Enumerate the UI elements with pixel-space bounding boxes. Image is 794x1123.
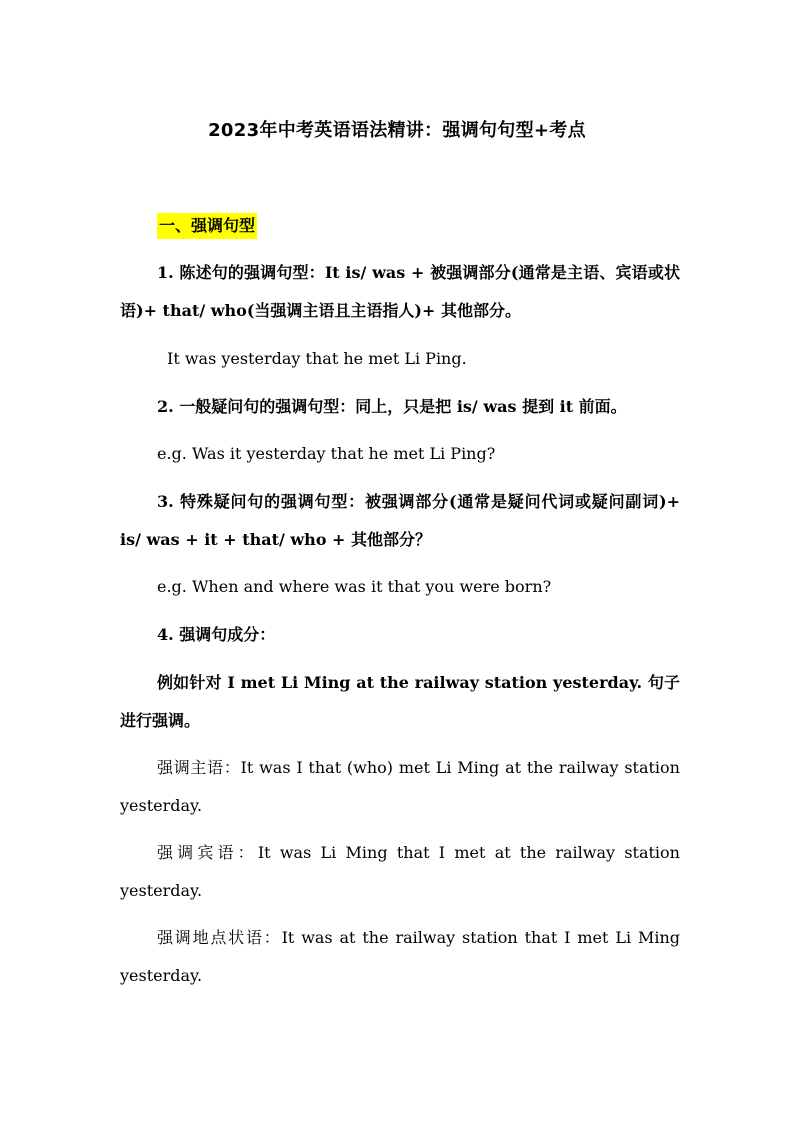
emphasize-subject: 强调主语：It was I that (who) met Li Ming at the railway station yesterday. — [120, 758, 680, 815]
item-4-components: 4. 强调句成分： — [157, 625, 276, 644]
document-title: 2023年中考英语语法精讲：强调句句型+考点 — [208, 120, 586, 141]
emphasize-object: 强调宾语：It was Li Ming that I met at the railway station yesterday. — [120, 843, 680, 900]
example-2: e.g. Was it yesterday that he met Li Ping? — [157, 444, 496, 463]
item-4-intro: 例如针对 I met Li Ming at the railway station yesterday. 句子进行强调。 — [120, 673, 680, 730]
example-3: e.g. When and where was it that you were born? — [157, 577, 552, 596]
emphasize-place-adverbial: 强调地点状语：It was at the railway station that I met Li Ming yesterday. — [120, 928, 680, 985]
section-heading: 一、强调句型 — [157, 213, 257, 239]
example-1: It was yesterday that he met Li Ping. — [167, 349, 467, 368]
item-1-declarative: 1. 陈述句的强调句型：It is/ was + 被强调部分(通常是主语、宾语或状语)+ that/ who(当强调主语且主语指人)+ 其他部分。 — [120, 263, 680, 320]
item-3-special-question: 3. 特殊疑问句的强调句型：被强调部分(通常是疑问代词或疑问副词)+ is/ was + it + that/ who + 其他部分？ — [120, 492, 680, 549]
item-2-general-question: 2. 一般疑问句的强调句型：同上，只是把 is/ was 提到 it 前面。 — [157, 397, 627, 416]
